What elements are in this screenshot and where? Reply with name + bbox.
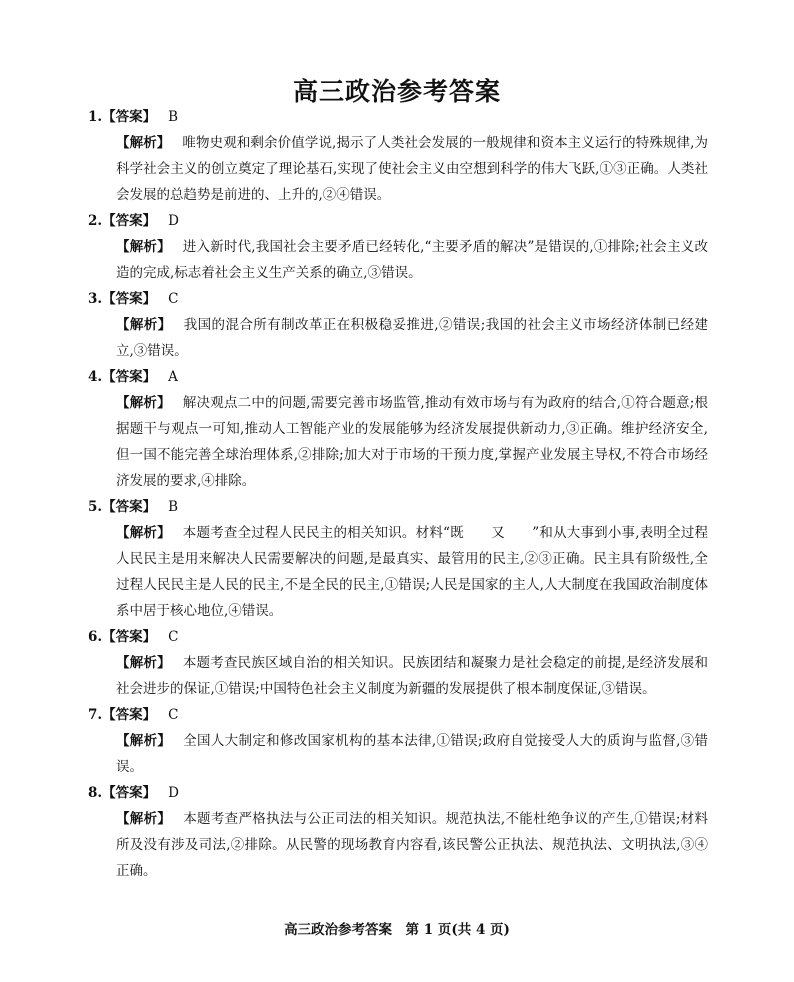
analysis-paragraph bbox=[88, 520, 708, 624]
answer-tag: 【答案】 bbox=[102, 499, 157, 515]
analysis-text: 全国人大制定和修改国家机构的基本法律,①错误;政府自觉接受人大的质询与监督,③错误。 bbox=[116, 733, 708, 775]
answer-line bbox=[88, 702, 708, 728]
answer-line bbox=[88, 286, 708, 312]
analysis-text: 我国的混合所有制改革正在积极稳妥推进,②错误;我国的社会主义市场经济体制已经建立,③错误。 bbox=[116, 317, 709, 359]
answer-line bbox=[88, 780, 708, 806]
answer-value: C bbox=[168, 707, 179, 723]
answer-tag: 【答案】 bbox=[102, 629, 157, 645]
question-item bbox=[88, 104, 708, 208]
question-item bbox=[88, 702, 708, 780]
analysis-tag: 【解析】 bbox=[116, 395, 171, 411]
analysis-paragraph bbox=[88, 390, 708, 494]
analysis-paragraph bbox=[88, 130, 708, 208]
analysis-text: 本题考查严格执法与公正司法的相关知识。规范执法,不能杜绝争议的产生,①错误;材料所及没有涉及司法,②排除。从民警的现场教育内容看,该民警公正执法、规范执法、文明执法,③④正确。 bbox=[116, 811, 708, 879]
answer-line bbox=[88, 494, 708, 520]
answer-value: C bbox=[168, 291, 179, 307]
question-item bbox=[88, 364, 708, 494]
answer-tag: 【答案】 bbox=[102, 707, 157, 723]
question-number: 6. bbox=[88, 629, 103, 645]
question-number: 7. bbox=[88, 707, 103, 723]
question-number: 4. bbox=[88, 369, 103, 385]
page-title: 高三政治参考答案 bbox=[292, 77, 501, 106]
question-number: 1. bbox=[88, 109, 103, 125]
answer-line bbox=[88, 364, 708, 390]
question-number: 5. bbox=[88, 499, 103, 515]
analysis-tag: 【解析】 bbox=[116, 135, 171, 151]
analysis-text: 本题考查民族区域自治的相关知识。民族团结和凝聚力是社会稳定的前提,是经济发展和社会进步的保证,①错误;中国特色社会主义制度为新疆的发展提供了根本制度保证,③错误。 bbox=[116, 655, 709, 697]
analysis-tag: 【解析】 bbox=[116, 239, 171, 255]
question-item bbox=[88, 286, 708, 364]
answer-line bbox=[88, 104, 708, 130]
analysis-tag: 【解析】 bbox=[116, 317, 172, 333]
answer-tag: 【答案】 bbox=[102, 369, 157, 385]
analysis-paragraph bbox=[88, 650, 708, 702]
analysis-tag: 【解析】 bbox=[116, 733, 172, 749]
answer-tag: 【答案】 bbox=[102, 109, 157, 125]
answer-line bbox=[88, 624, 708, 650]
question-number: 2. bbox=[88, 213, 103, 229]
answer-value: B bbox=[168, 109, 179, 125]
analysis-paragraph bbox=[88, 728, 708, 780]
question-item bbox=[88, 780, 708, 884]
answer-tag: 【答案】 bbox=[102, 213, 157, 229]
answer-value: A bbox=[168, 369, 178, 385]
answer-value: C bbox=[168, 629, 179, 645]
analysis-tag: 【解析】 bbox=[116, 525, 171, 541]
question-item bbox=[88, 494, 708, 624]
analysis-text: 唯物史观和剩余价值学说,揭示了人类社会发展的一般规律和资本主义运行的特殊规律,为科学社会主义的创立奠定了理论基石,实现了使社会主义由空想到科学的伟大飞跃,①③正确。人类社会发展的总趋势是前进的、上升的,②④错误。 bbox=[116, 135, 708, 203]
question-number: 3. bbox=[88, 291, 103, 307]
analysis-tag: 【解析】 bbox=[116, 811, 172, 827]
answer-line bbox=[88, 208, 708, 234]
question-item bbox=[88, 208, 708, 286]
answer-list bbox=[88, 104, 708, 884]
analysis-paragraph bbox=[88, 234, 708, 286]
analysis-paragraph bbox=[88, 806, 708, 884]
answer-value: B bbox=[168, 499, 179, 515]
answer-tag: 【答案】 bbox=[102, 291, 157, 307]
answer-value: D bbox=[168, 785, 179, 801]
answer-value: D bbox=[168, 213, 179, 229]
analysis-text: 解决观点二中的问题,需要完善市场监管,推动有效市场与有为政府的结合,①符合题意;根据题干与观点一可知,推动人工智能产业的发展能够为经济发展提供新动力,③正确。维护经济安全,但一国不能完善全球治理体系,②排除;加大对于市场的干预力度,掌握产业发展主导权,不符合市场经济发展的要求,④排除。 bbox=[116, 395, 709, 489]
answer-tag: 【答案】 bbox=[102, 785, 157, 801]
question-item bbox=[88, 624, 708, 702]
analysis-text: 本题考查全过程人民民主的相关知识。材料“既 又 ”和从大事到小事,表明全过程人民民主是用来解决人民需要解决的问题,是最真实、最管用的民主,②③正确。民主具有阶级性,全过程人民民主是人民的民主,不是全民的民主,①错误;人民是国家的主人,人大制度在我国政治制度体系中居于核心地位,④错误。 bbox=[116, 525, 709, 619]
analysis-tag: 【解析】 bbox=[116, 655, 171, 671]
question-number: 8. bbox=[88, 785, 103, 801]
analysis-paragraph bbox=[88, 312, 708, 364]
page-footer: 高三政治参考答案 第 1 页(共 4 页) bbox=[284, 922, 510, 938]
analysis-text: 进入新时代,我国社会主要矛盾已经转化,“主要矛盾的解决”是错误的,①排除;社会主义改造的完成,标志着社会主义生产关系的确立,③错误。 bbox=[116, 239, 708, 281]
